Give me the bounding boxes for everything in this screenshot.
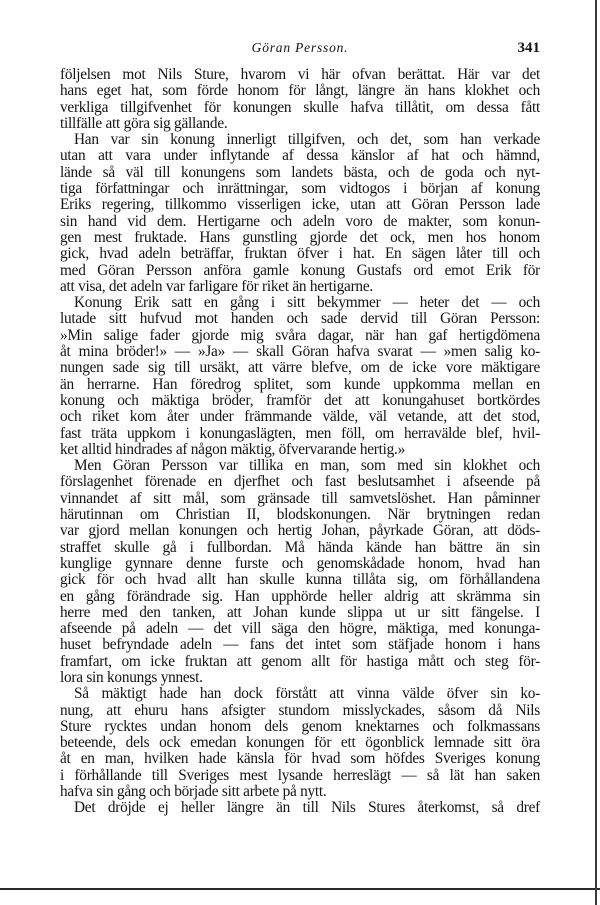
text-line: tillfälle att göra sig gällande. — [60, 114, 228, 132]
text-line: och riket kom åter under främmande välde, väl vetande, att det stod, — [60, 408, 540, 426]
text-line: härutinnan om Christian II, blodskonungen. När brytningen redan — [60, 506, 540, 524]
page-header — [60, 40, 540, 62]
text-line: kunglige gynnare denne furste och genomskådade honom, hvad han — [60, 554, 540, 572]
text-line: ket alltid hindrades af någon mäktig, öfvervarande hertig.» — [60, 440, 406, 458]
paragraph — [60, 800, 540, 816]
text-line: straffet skulle gå i fullbordan. Må hända kände han bättre än sin — [60, 538, 540, 556]
text-line: framfart, om icke fruktan att genom allt för hastiga mått och steg för- — [60, 652, 540, 670]
page-number: 341 — [517, 40, 540, 56]
text-line: följelsen mot Nils Sture, hvarom vi här ofvan berättat. Här var det — [60, 66, 540, 83]
text-line: lutade sitt hufvud mot handen och sade dervid till Göran Persson: — [60, 310, 540, 328]
text-line: Så mäktigt hade han dock förstått att vinna välde öfver sin ko- — [74, 685, 540, 703]
text-line: Konung Erik satt en gång i sitt bekymmer — heter det — och — [74, 294, 540, 312]
paragraph — [60, 132, 540, 295]
running-title: Göran Persson. — [251, 40, 349, 55]
text-line: nungen sade sig till ursäkt, att värre blefve, om de icke vore mäktigare — [60, 359, 540, 377]
text-line: sin hand vid dem. Hertigarne och adeln voro de makter, som konun- — [60, 212, 540, 230]
text-line: förslagenhet förenade en djerfhet och fast beslutsamhet i afseende på — [60, 473, 540, 491]
scan-right-edge — [595, 0, 597, 905]
text-line: herre med den tanken, att Johan kunde slippa ut ur sitt fängelse. I — [60, 603, 540, 621]
text-line: hans eget hat, som förde honom för långt, längre än hans klokhet och — [60, 82, 540, 100]
body-text — [60, 67, 540, 817]
text-line: Han var sin konung innerligt tillgifven, och det, som han verkade — [74, 131, 540, 149]
text-line: med Göran Persson anföra gamle konung Gustafs ord emot Erik för — [60, 261, 540, 279]
text-line: huset befryndade adeln — fans det intet som stäfjade honom i hans — [60, 636, 540, 654]
text-line: Det dröjde ej heller längre än till Nils Stures återkomst, så dref — [74, 799, 540, 817]
text-line: utan att vara under inflytande af dessa känslor af hat och hämnd, — [60, 147, 540, 165]
text-line: lände så väl till konungens som landets bästa, och de goda och nyt- — [60, 163, 540, 181]
text-line: afseende på adeln — det vill säga den högre, mäktiga, med konunga- — [60, 620, 540, 638]
text-line: att visa, det adeln var farligare för riket än hertigarne. — [60, 277, 373, 295]
text-line: var gjord mellan konungen och hertig Johan, påyrkade Göran, att döds- — [60, 522, 540, 540]
text-line: »Min salige fader gjorde mig svåra dagar, när han gaf hertigdömena — [60, 326, 540, 344]
text-line: en gång förändrade sig. Han upphörde heller aldrig att skrämma sin — [60, 587, 540, 605]
paragraph — [60, 67, 540, 132]
text-line: fast träta uppkom i konungaslägten, men föll, om herravälde blef, hvil- — [60, 424, 540, 442]
text-line: hafva sin gång och började sitt arbete på nytt. — [60, 783, 327, 801]
paragraph — [60, 458, 540, 686]
text-line: gick för och hvad allt han skulle kunna tillåta sig, om förhållandena — [60, 571, 540, 589]
text-line: Eriks regering, tillkommo visserligen icke, utan att Göran Persson lade — [60, 196, 540, 214]
text-line: åt mina bröder!» — »Ja» — skall Göran hafva svarat — »men salig ko- — [60, 343, 540, 361]
paragraph — [60, 686, 540, 800]
text-line: tiga författningar och inrättningar, som vidtogos i början af konung — [60, 180, 540, 198]
text-line: Sture rycktes undan honom dels genom knektarnes och folkmassans — [60, 717, 540, 735]
text-line: nung, att ehuru hans afsigter stundom misslyckades, såsom då Nils — [60, 701, 540, 719]
text-line: verkliga tillgifvenhet för konungen skulle hafva tillåtit, om dessa fått — [60, 98, 540, 116]
text-line: vinnandet af sitt mål, som gränsade till samvetslöshet. Han påminner — [60, 489, 540, 507]
text-line: gick, hvad adeln beträffar, fruktan öfver i hat. En sägen låter till och — [60, 245, 540, 263]
text-line: Men Göran Persson var tillika en man, som med sin klokhet och — [74, 457, 540, 475]
text-line: i förhållande till Sveriges mest lysande herreslägt — så lät han saken — [60, 766, 540, 784]
text-line: gen mest fruktade. Hans gunstling gjorde det ock, men hos honom — [60, 228, 540, 246]
text-line: beteende, dels ock emedan konungen för ett ögonblick lemnade sitt öra — [60, 734, 540, 752]
text-line: åt en man, hvilken hade känsla för hvad som höfdes Sveriges konung — [60, 750, 540, 768]
text-line: konung och mäktiga bröder, framför det att konungahuset bortkördes — [60, 391, 540, 409]
paragraph — [60, 295, 540, 458]
text-line: lora sin konungs ynnest. — [60, 668, 203, 686]
text-line: än herrarne. Han föredrog splitet, som kunde uppkomma mellan en — [60, 375, 540, 393]
scan-bottom-edge — [0, 888, 600, 890]
